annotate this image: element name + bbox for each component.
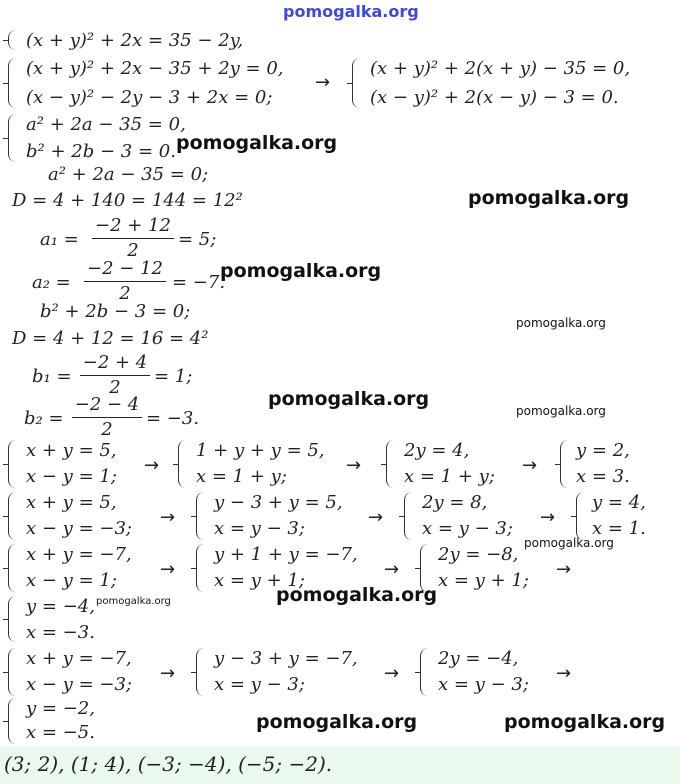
brace	[8, 698, 16, 744]
equation: y − 3 + y = 5,	[214, 492, 343, 513]
equation: x = 1.	[592, 518, 646, 539]
equation: x + y = −7,	[26, 648, 132, 669]
equation: y = 4,	[592, 492, 646, 513]
brace	[420, 648, 428, 696]
fraction	[84, 258, 166, 305]
arrow-icon: →	[315, 72, 331, 93]
equation: = 5;	[178, 229, 217, 250]
numerator: −2 + 12	[95, 215, 171, 236]
brace	[8, 114, 16, 162]
arrow-icon: →	[540, 507, 556, 528]
answer-text: (3; 2), (1; 4), (−3; −4), (−5; −2).	[4, 752, 333, 776]
equation: x = −5.	[26, 722, 95, 743]
numerator: −2 − 12	[87, 258, 163, 279]
equation: a₂ =	[32, 272, 71, 293]
arrow-icon: →	[160, 663, 176, 684]
brace	[576, 492, 584, 540]
equation: b₂ =	[24, 408, 64, 429]
fraction-bar	[80, 375, 150, 376]
site-watermark: pomogalka.org	[220, 260, 382, 282]
site-watermark: pomogalka.org	[276, 584, 438, 606]
brace	[196, 544, 204, 592]
fraction-bar	[92, 238, 174, 239]
denominator: 2	[101, 419, 113, 440]
equation: x − y = −3;	[26, 674, 132, 695]
arrow-icon: →	[556, 663, 572, 684]
arrow-icon: →	[346, 455, 362, 476]
equation: x = y − 3;	[422, 518, 513, 539]
equation: x − y = 1;	[26, 570, 117, 591]
equation: 2y = 4,	[404, 440, 470, 461]
equation: x = 1 + y;	[404, 466, 495, 487]
fraction	[80, 352, 150, 399]
denominator: 2	[127, 240, 139, 261]
numerator: −2 + 4	[82, 352, 148, 373]
fraction-bar	[84, 281, 166, 282]
equation: a² + 2a − 35 = 0,	[26, 114, 186, 135]
equation: x − y = −3;	[26, 518, 132, 539]
arrow-icon: →	[368, 507, 384, 528]
equation: 2y = 8,	[422, 492, 488, 513]
brace	[196, 492, 204, 540]
equation: y = −2,	[26, 698, 95, 719]
equation: x = y + 1;	[214, 570, 305, 591]
equation: (x − y)² − 2y − 3 + 2x = 0;	[26, 87, 273, 108]
brace	[178, 440, 186, 488]
equation: x = y − 3;	[214, 518, 305, 539]
equation: b₁ =	[32, 366, 72, 387]
equation: 2y = −4,	[438, 648, 519, 669]
equation: x + y = 5,	[26, 492, 117, 513]
brace	[8, 492, 16, 540]
equation: x = y + 1;	[438, 570, 529, 591]
equation: = 1;	[154, 366, 193, 387]
equation: x + y = −7,	[26, 544, 132, 565]
equation: (x − y)² + 2(x − y) − 3 = 0.	[370, 87, 619, 108]
equation: D = 4 + 140 = 144 = 12²	[12, 190, 243, 211]
site-watermark: pomogalka.org	[96, 596, 171, 607]
site-watermark-top: pomogalka.org	[283, 2, 419, 21]
site-watermark: pomogalka.org	[468, 187, 630, 209]
equation: 1 + y + y = 5,	[196, 440, 325, 461]
equation: a² + 2a − 35 = 0;	[48, 164, 209, 185]
arrow-icon: →	[144, 455, 160, 476]
equation: b² + 2b − 3 = 0.	[26, 141, 176, 162]
fraction	[92, 215, 174, 262]
brace	[352, 58, 360, 108]
arrow-icon: →	[160, 507, 176, 528]
equation: x = 1 + y;	[196, 466, 287, 487]
site-watermark: pomogalka.org	[268, 388, 430, 410]
site-watermark: pomogalka.org	[516, 404, 606, 418]
brace	[386, 440, 394, 488]
equation: x = y − 3;	[438, 674, 529, 695]
fraction	[72, 394, 142, 441]
site-watermark: pomogalka.org	[256, 711, 418, 733]
arrow-icon: →	[522, 455, 538, 476]
brace	[8, 30, 16, 50]
brace	[8, 544, 16, 592]
equation: = −7.	[172, 272, 226, 293]
brace	[8, 440, 16, 488]
brace	[8, 648, 16, 696]
equation: x = −3.	[26, 622, 95, 643]
brace	[8, 596, 16, 642]
equation: x + y = 5,	[26, 440, 117, 461]
brace	[8, 58, 16, 108]
equation: x = y − 3;	[214, 674, 305, 695]
equation: y = −4,	[26, 596, 95, 617]
brace	[404, 492, 412, 540]
equation: D = 4 + 12 = 16 = 4²	[12, 328, 209, 349]
equation: y = 2,	[576, 440, 630, 461]
equation: y − 3 + y = −7,	[214, 648, 358, 669]
arrow-icon: →	[556, 559, 572, 580]
arrow-icon: →	[160, 559, 176, 580]
denominator: 2	[119, 283, 131, 304]
site-watermark: pomogalka.org	[516, 316, 606, 330]
equation: x − y = 1;	[26, 466, 117, 487]
equation: a₁ =	[40, 229, 79, 250]
site-watermark: pomogalka.org	[176, 132, 338, 154]
equation: x = 3.	[576, 466, 630, 487]
brace	[196, 648, 204, 696]
equation: (x + y)² + 2x = 35 − 2y,	[26, 30, 244, 51]
equation: b² + 2b − 3 = 0;	[40, 301, 191, 322]
equation: 2y = −8,	[438, 544, 519, 565]
brace	[560, 440, 568, 488]
equation: (x + y)² + 2x − 35 + 2y = 0,	[26, 58, 284, 79]
arrow-icon: →	[384, 559, 400, 580]
numerator: −2 − 4	[74, 394, 140, 415]
denominator: 2	[109, 377, 121, 398]
site-watermark: pomogalka.org	[524, 536, 614, 550]
site-watermark: pomogalka.org	[504, 711, 666, 733]
equation: y + 1 + y = −7,	[214, 544, 358, 565]
fraction-bar	[72, 417, 142, 418]
equation: = −3.	[146, 408, 200, 429]
arrow-icon: →	[384, 663, 400, 684]
equation: (x + y)² + 2(x + y) − 35 = 0,	[370, 58, 631, 79]
